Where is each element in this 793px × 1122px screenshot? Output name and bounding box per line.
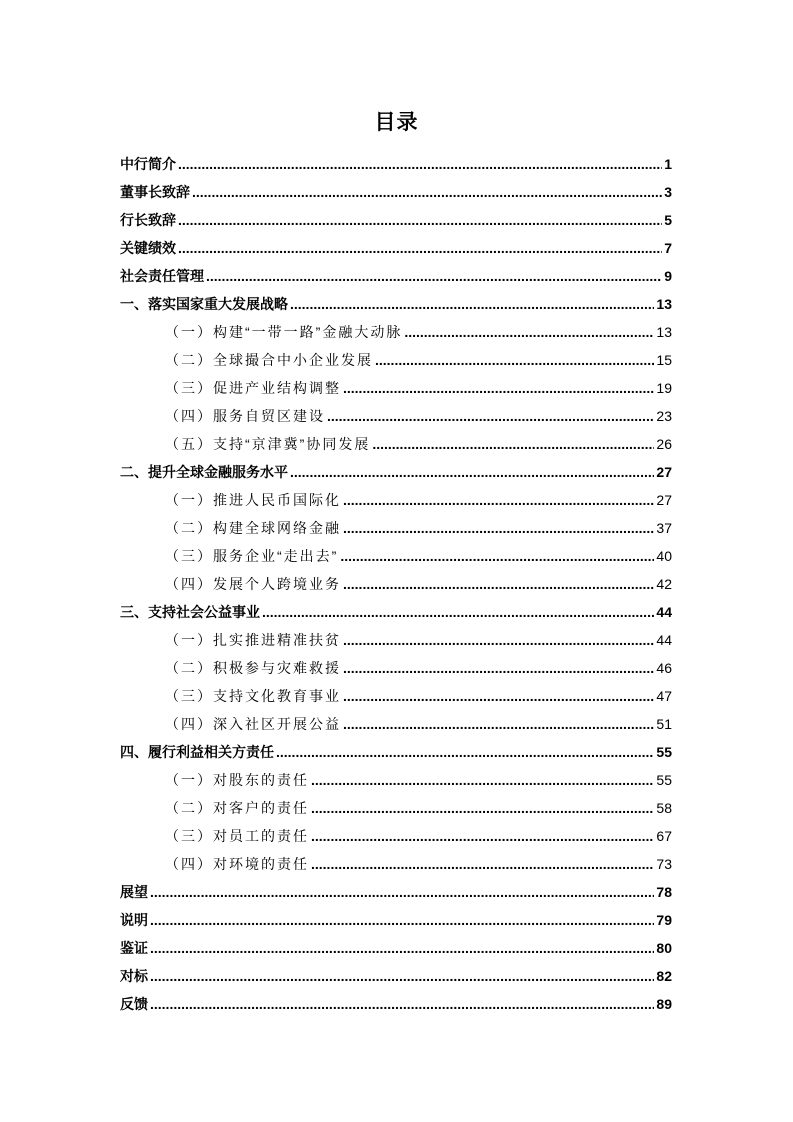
toc-entry-section[interactable] [120,738,672,766]
toc-entry-page-number: 44 [656,632,672,648]
toc-entry-page-number: 27 [656,492,672,508]
toc-entry-label: （一）构建“一带一路”金融大动脉 [165,324,403,340]
dot-leader [343,514,654,542]
toc-entry-subsection[interactable] [120,794,672,822]
dot-leader [311,766,654,794]
toc-entry-subsection[interactable] [120,766,672,794]
toc-entry-label: （二）对客户的责任 [165,800,309,816]
dot-leader [290,290,654,318]
dot-leader [343,374,654,402]
toc-entry-label: （三）服务企业“走出去” [165,548,339,564]
toc-entry-label: 说明 [120,912,148,928]
dot-leader [404,318,654,346]
dot-leader [290,458,654,486]
dot-leader [150,878,654,906]
toc-entry-subsection[interactable] [120,710,672,738]
toc-entry-subsection[interactable] [120,626,672,654]
dot-leader [206,262,662,290]
toc-entry-label: 对标 [120,968,148,984]
toc-entry-subsection[interactable] [120,514,672,542]
toc-entry-label: （四）服务自贸区建设 [165,408,325,424]
toc-entry-page-number: 89 [656,996,672,1012]
dot-leader [343,710,654,738]
dot-leader [375,346,654,374]
toc-entry-label: 展望 [120,884,148,900]
toc-entry-section[interactable] [120,458,672,486]
toc-entry-page-number: 51 [656,716,672,732]
toc-entry-section[interactable] [120,206,672,234]
toc-entry-label: （二）构建全球网络金融 [165,520,341,536]
dot-leader [327,402,654,430]
toc-entry-page-number: 44 [656,604,672,620]
toc-entry-section[interactable] [120,598,672,626]
dot-leader [343,486,654,514]
toc-entry-page-number: 23 [656,408,672,424]
toc-entry-page-number: 19 [656,380,672,396]
dot-leader [343,570,654,598]
dot-leader [340,542,654,570]
toc-entry-label: 反馈 [120,996,148,1012]
toc-entry-page-number: 46 [656,660,672,676]
toc-entry-label: 社会责任管理 [120,268,204,284]
toc-entry-label: （一）对股东的责任 [165,772,309,788]
dot-leader [150,990,654,1018]
toc-entry-page-number: 15 [656,352,672,368]
toc-title: 目录 [374,111,419,134]
dot-leader [311,794,654,822]
toc-entry-label: 三、支持社会公益事业 [120,604,260,620]
dot-leader [311,822,654,850]
toc-entry-page-number: 40 [656,548,672,564]
toc-entry-page-number: 7 [664,240,672,256]
dot-leader [150,906,654,934]
toc-entry-label: 一、落实国家重大发展战略 [120,296,288,312]
toc-entry-page-number: 5 [664,212,672,228]
toc-entry-subsection[interactable] [120,570,672,598]
toc-entry-page-number: 13 [656,296,672,312]
dot-leader [178,206,662,234]
toc-entry-page-number: 79 [656,912,672,928]
toc-entry-section[interactable] [120,934,672,962]
dot-leader [343,654,654,682]
toc-entry-subsection[interactable] [120,822,672,850]
toc-entry-page-number: 55 [656,744,672,760]
dot-leader [150,934,654,962]
toc-entry-section[interactable] [120,290,672,318]
toc-entry-page-number: 47 [656,688,672,704]
toc-entry-section[interactable] [120,906,672,934]
toc-entry-label: （二）积极参与灾难救援 [165,660,341,676]
toc-entry-label: （四）发展个人跨境业务 [165,576,341,592]
toc-entry-label: （三）支持文化教育事业 [165,688,341,704]
toc-entry-subsection[interactable] [120,374,672,402]
toc-entry-section[interactable] [120,262,672,290]
toc-entry-page-number: 13 [656,324,672,340]
toc-entry-page-number: 78 [656,884,672,900]
toc-entry-label: 中行简介 [120,156,176,172]
toc-entry-subsection[interactable] [120,654,672,682]
toc-entry-page-number: 1 [664,156,672,172]
toc-entry-subsection[interactable] [120,850,672,878]
toc-entry-section[interactable] [120,234,672,262]
toc-entry-section[interactable] [120,878,672,906]
toc-entry-page-number: 37 [656,520,672,536]
toc-entry-subsection[interactable] [120,682,672,710]
dot-leader [343,626,654,654]
toc-entry-page-number: 80 [656,940,672,956]
toc-entry-page-number: 67 [656,828,672,844]
toc-entry-label: （一）推进人民币国际化 [165,492,341,508]
dot-leader [150,962,654,990]
dot-leader [372,430,654,458]
toc-entry-label: （三）促进产业结构调整 [165,380,341,396]
toc-entry-label: 行长致辞 [120,212,176,228]
toc-entry-page-number: 73 [656,856,672,872]
toc-entry-section[interactable] [120,962,672,990]
toc-entry-subsection[interactable] [120,486,672,514]
toc-entry-label: 关键绩效 [120,240,176,256]
toc-entry-page-number: 26 [656,436,672,452]
toc-entry-label: （四）深入社区开展公益 [165,716,341,732]
dot-leader [178,234,662,262]
toc-entry-label: （二）全球撮合中小企业发展 [165,352,373,368]
table-of-contents [120,150,672,1018]
dot-leader [262,598,654,626]
toc-entry-subsection[interactable] [120,402,672,430]
toc-entry-label: 董事长致辞 [120,184,190,200]
dot-leader [192,178,662,206]
toc-entry-page-number: 55 [656,772,672,788]
toc-entry-label: （一）扎实推进精准扶贫 [165,632,341,648]
toc-entry-label: 鉴证 [120,940,148,956]
toc-entry-subsection[interactable] [120,346,672,374]
toc-entry-page-number: 27 [656,464,672,480]
toc-entry-label: 二、提升全球金融服务水平 [120,464,288,480]
dot-leader [178,150,662,178]
toc-entry-label: （五）支持“京津冀”协同发展 [165,436,371,452]
toc-entry-label: （三）对员工的责任 [165,828,309,844]
toc-entry-label: （四）对环境的责任 [165,856,309,872]
toc-entry-page-number: 82 [656,968,672,984]
toc-entry-subsection[interactable] [120,430,672,458]
toc-entry-page-number: 42 [656,576,672,592]
dot-leader [343,682,654,710]
toc-entry-page-number: 58 [656,800,672,816]
toc-entry-subsection[interactable] [120,542,672,570]
dot-leader [276,738,654,766]
toc-entry-section[interactable] [120,150,672,178]
toc-entry-label: 四、履行利益相关方责任 [120,744,274,760]
toc-entry-page-number: 9 [664,268,672,284]
toc-entry-page-number: 3 [664,184,672,200]
toc-entry-section[interactable] [120,178,672,206]
dot-leader [311,850,654,878]
toc-entry-section[interactable] [120,990,672,1018]
toc-entry-subsection[interactable] [120,318,672,346]
